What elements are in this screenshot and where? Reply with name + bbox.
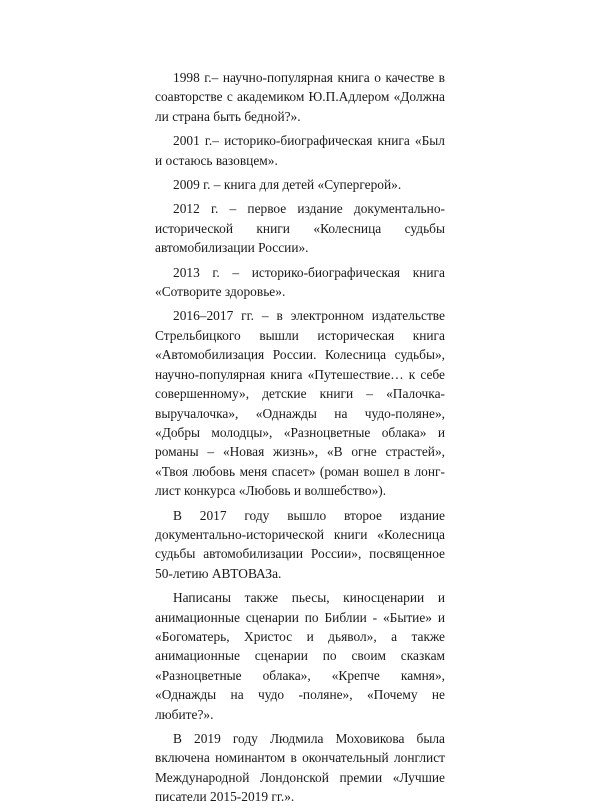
paragraph-2013: 2013 г. – историко-биографическая книга «Сотворите здоровье». <box>155 264 445 300</box>
paragraph-2017-second-edition: В 2017 году вышло второе издание документально-исторической книги «Колесница судьбы автомобилизации России», посвященное 50-летию АВТОВАЗа. <box>155 507 445 581</box>
paragraph-2001: 2001 г.– историко-биографическая книга «Был и остаюсь вазовцем». <box>155 133 445 168</box>
document-page <box>155 68 445 812</box>
paragraph-2019-award: В 2019 году Людмила Моховикова была включена номинантом в окончательный лонглист Международной Лондонской премии «Лучшие писатели 2015-2019 гг.». <box>155 731 445 805</box>
paragraph-1998: 1998 г.– научно-популярная книга о качестве в соавторстве с академиком Ю.П.Адлером «Должна ли страна быть бедной?». <box>155 70 445 124</box>
paragraph-2016-2017: 2016–2017 гг. – в электронном издательстве Стрельбицкого вышли историческая книга «Автомобилизация России. Колесница судьбы», научно-популярная книга «Путешествие… к себе совершенному», детские книги – «Палочка-выручалочка», «Однажды на чудо-поляне», «Добры молодцы», «Разноцветные облака» и романы – «Новая жизнь», «В огне страстей», «Твоя любовь меня спасет» (роман вошел в лонг-лист конкурса «Любовь и волшебство»). <box>155 308 445 499</box>
paragraph-2012: 2012 г. – первое издание документально-исторической книги «Колесница судьбы автомобилизации России». <box>155 201 445 256</box>
paragraph-plays-and-scripts: Написаны также пьесы, киносценарии и анимационные сценарии по Библии - «Бытие» и «Богоматерь, Христос и дьявол», а также анимационные сценарии по своим сказкам «Разноцветные облака», «Крепче камня», «Однажды на чудо -поляне», «Почему не любите?». <box>155 590 445 722</box>
paragraph-2009: 2009 г. – книга для детей «Супергерой». <box>173 177 402 193</box>
